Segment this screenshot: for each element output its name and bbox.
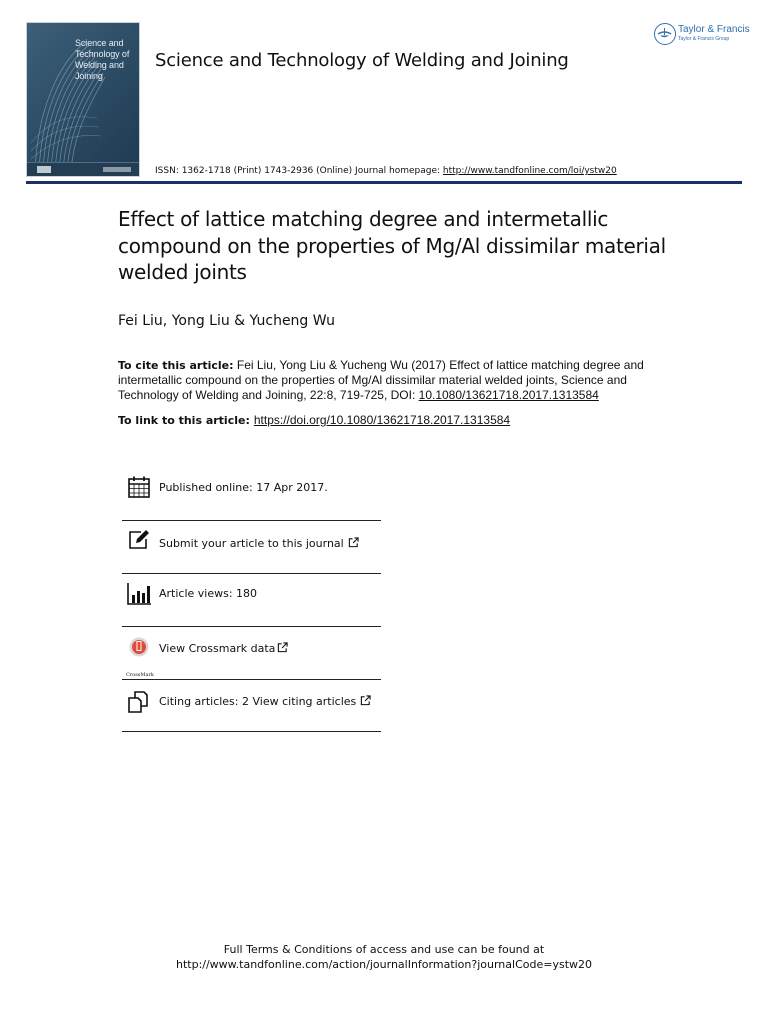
journal-cover [26,22,140,177]
terms-footer [0,942,768,972]
citing-articles-icon [127,690,151,714]
article-link-block [118,413,510,427]
citation-doi-link[interactable]: 10.1080/13621718.2017.1313584 [418,388,599,403]
issn-text: ISSN: 1362-1718 (Print) 1743-2936 (Online) Journal homepage: [155,166,443,176]
crossmark-row[interactable] [122,627,381,680]
terms-url[interactable]: http://www.tandfonline.com/action/journalInformation?journalCode=ystw20 [175,958,593,971]
article-authors: Fei Liu, Yong Liu & Yucheng Wu [118,313,335,329]
submit-article-row[interactable] [122,521,381,574]
citation-block [118,358,658,404]
issn-line [155,166,617,176]
terms-line: Full Terms & Conditions of access and use can be found at [223,943,545,956]
journal-homepage-link[interactable]: http://www.tandfonline.com/loi/ystw20 [442,166,617,176]
crossmark-caption: CrossMark [126,672,154,678]
article-meta-list [122,466,381,732]
cover-publisher-logo [103,167,131,172]
external-link-icon [360,695,371,706]
article-title: Effect of lattice matching degree and intermetallic compound on the properties of Mg/Al dissimilar material welded joints [118,207,666,284]
external-link-icon [348,537,359,548]
taylor-francis-icon [654,23,676,45]
citing-articles-link[interactable]: Citing articles: 2 View citing articles [159,695,371,708]
publisher-name: Taylor & Francis [678,24,750,35]
calendar-icon [127,475,151,499]
article-views-row [122,574,381,627]
edit-icon [127,528,151,552]
submit-article-link[interactable]: Submit your article to this journal [159,537,359,550]
publisher-group: Taylor & Francis Group [678,36,730,42]
crossmark-icon [127,636,151,660]
bar-chart-icon [127,582,151,606]
article-doi-link[interactable]: https://doi.org/10.1080/13621718.2017.1313584 [253,413,511,427]
published-online-text: Published online: 17 Apr 2017. [159,481,328,494]
publisher-logo[interactable] [654,22,750,48]
crossmark-link[interactable]: View Crossmark data [159,642,288,655]
article-link-label: To link to this article: [118,414,250,427]
external-link-icon [277,642,288,653]
cover-footer [27,162,139,176]
citing-articles-row[interactable] [122,680,381,732]
citation-label: To cite this article: [118,359,234,372]
citation-text: Fei Liu, Yong Liu & Yucheng Wu (2017) Effect of lattice matching degree and intermetallic compound on the properties of Mg/Al dissimilar material welded joints, Science and Technology of Welding and Joining, 22:8, 719-725, DOI: [118,358,644,403]
journal-title[interactable]: Science and Technology of Welding and Joining [155,50,569,71]
published-online-row [122,466,381,521]
cover-society-logo [37,166,51,173]
article-views-text: Article views: 180 [159,587,258,600]
header-rule [26,181,742,184]
cover-title: Science and Technology of Welding and Joining [75,38,130,81]
